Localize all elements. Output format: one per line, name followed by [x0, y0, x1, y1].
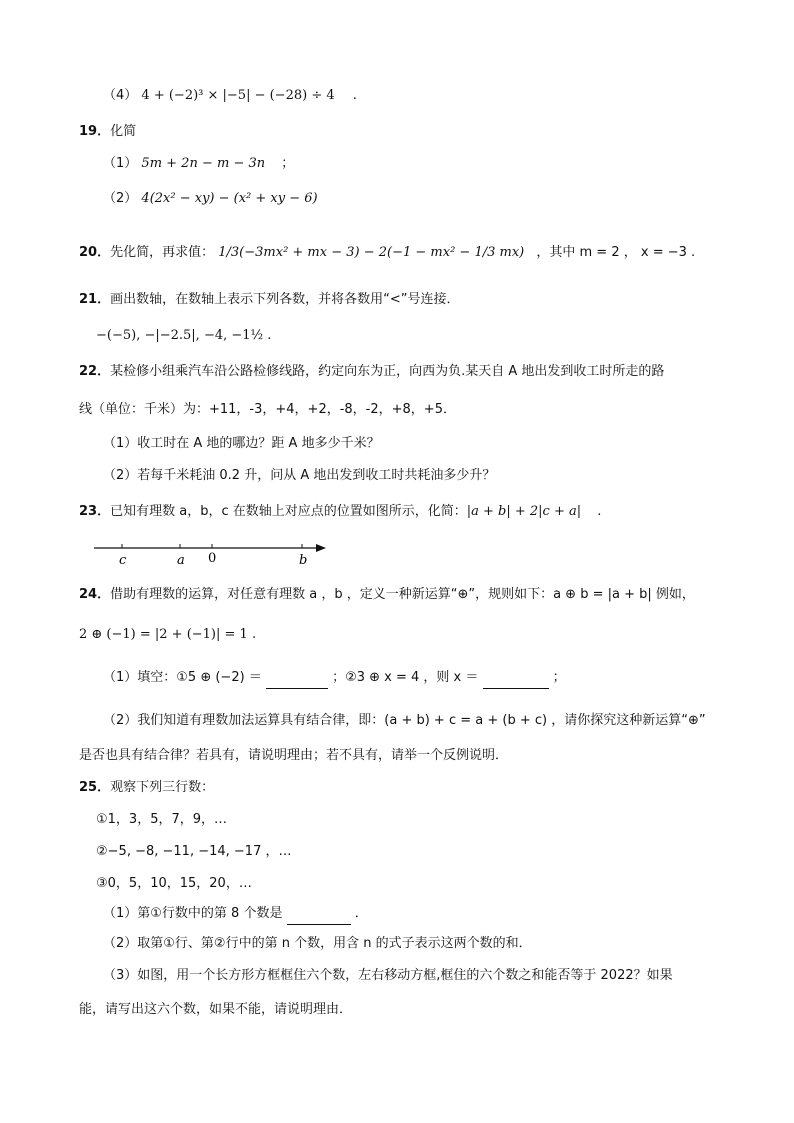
q22-text-line1: 某检修小组乘汽车沿公路检修线路，约定向东为正，向西为负.某天自 A 地出发到收工时所走的路: [110, 364, 665, 379]
q18-part4: [103, 86, 357, 106]
q21-numbers: [96, 326, 271, 346]
q23-number: 23．: [79, 504, 111, 519]
q19-part2: [103, 189, 318, 209]
q19-part1: [103, 154, 294, 174]
label-zero: 0: [208, 551, 217, 566]
q25-blank-1[interactable]: [287, 904, 351, 925]
q25-sub2: （2）取第①行、第②行中的第 n 个数，用含 n 的式子表示这两个数的和．: [103, 936, 532, 951]
q24-line2: 2 ⊕ (−1) = |2 + (−1)| = 1 .: [79, 627, 257, 642]
q19-part2-label: （2）: [103, 191, 138, 206]
q22-line1: [79, 362, 664, 382]
q20-expr: 1/3(−3mx² + mx − 3) − 2(−1 − mx² − 1/3 mx): [218, 245, 525, 260]
q25-row1: ①1，3，5，7，9，…: [96, 812, 228, 827]
q25-row3: ③0，5，10，15，20，…: [96, 876, 252, 891]
q22-line2: 线（单位：千米）为：+11，-3，+4，+2，-8，-2，+8，+5．: [79, 402, 456, 417]
q25-sub1-end: ．: [354, 906, 368, 921]
q25-sub3-line2: 能，请写出这六个数，如果不能，请说明理由．: [79, 1002, 353, 1017]
label-c: c: [119, 553, 127, 568]
q25-sub3-line1: （3）如图，用一个长方形方框框住六个数，左右移动方框,框住的六个数之和能否等于 2022？如果: [103, 968, 673, 983]
q20-text: 先化简，再求值：: [110, 245, 215, 260]
q25-row2: ②−5, −8, −11, −14, −17 ，…: [96, 844, 292, 859]
q25-sub1-text: （1）第①行数中的第 8 个数是: [103, 906, 283, 921]
q19-part2-expr: 4(2x² − xy) − (x² + xy − 6): [141, 191, 318, 206]
q25-heading: [79, 778, 214, 798]
label-a: a: [177, 553, 185, 568]
q24-sub1: [103, 668, 566, 689]
q24-line1: [79, 585, 695, 605]
q19-part1-expr: 5m + 2n − m − 3n: [141, 156, 266, 171]
q18-part4-expr: 4 + (−2)³ × |−5| − (−28) ÷ 4: [141, 88, 335, 103]
q22-sub2: （2）若每千米耗油 0.2 升，问从 A 地出发到收工时共耗油多少升？: [103, 468, 496, 483]
q21-line: [79, 290, 459, 310]
q19-title: 化简: [110, 124, 137, 139]
q21-number: 21．: [79, 292, 111, 307]
q23-expr: |a + b| + 2|c + a|: [466, 504, 582, 519]
q24-text-line1: 借助有理数的运算，对任意有理数 a ，b ，定义一种新运算“⊕”，规则如下：a ⊕ b = |a + b| 例如，: [110, 587, 695, 602]
q23-text: 已知有理数 a，b，c 在数轴上对应点的位置如图所示，化简：: [110, 504, 467, 519]
q23-end: .: [597, 504, 602, 519]
label-b: b: [299, 553, 308, 568]
q25-number: 25．: [79, 780, 111, 795]
q25-title: 观察下列三行数：: [110, 780, 215, 795]
q24-number: 24．: [79, 587, 111, 602]
q19-heading: [79, 122, 136, 142]
q24-sub2-line1: （2）我们知道有理数加法运算具有结合律，即：(a + b) + c = a + (b + c) ，请你探究这种新运算“⊕”: [103, 713, 706, 728]
q20-line: [79, 243, 695, 263]
q22-sub1: （1）收工时在 A 地的哪边？距 A 地多少千米？: [103, 436, 380, 451]
axis-arrow-icon: [316, 544, 326, 552]
q19-number: 19．: [79, 124, 111, 139]
q24-blank-2[interactable]: [483, 668, 549, 689]
q21-text: 画出数轴，在数轴上表示下列各数，并将各数用“<”号连接．: [110, 292, 460, 307]
q23-number-line: [92, 540, 332, 568]
q20-condition: ，其中 m = 2 ， x = −3 .: [536, 245, 696, 260]
q21-numbers-expr: −(−5), −|−2.5|, −4, −1½ .: [96, 328, 272, 343]
q19-part1-label: （1）: [103, 156, 138, 171]
q24-sub1-end: ；: [552, 670, 566, 685]
q23-line: [79, 502, 601, 522]
q24-sub1-a: （1）填空：①5 ⊕ (−2) ＝: [103, 670, 262, 685]
q18-part4-label: （4）: [103, 88, 138, 103]
q20-number: 20．: [79, 245, 111, 260]
q24-blank-1[interactable]: [266, 668, 328, 689]
q24-sub1-b: ；②3 ⊕ x = 4 ，则 x ＝: [332, 670, 479, 685]
q24-sub2-line2: 是否也具有结合律？若具有，请说明理由；若不具有，请举一个反例说明．: [79, 748, 509, 763]
q22-number: 22．: [79, 364, 111, 379]
q18-part4-end: .: [352, 88, 357, 103]
q19-part1-end: ；: [281, 156, 295, 171]
q25-sub1: [103, 904, 368, 925]
